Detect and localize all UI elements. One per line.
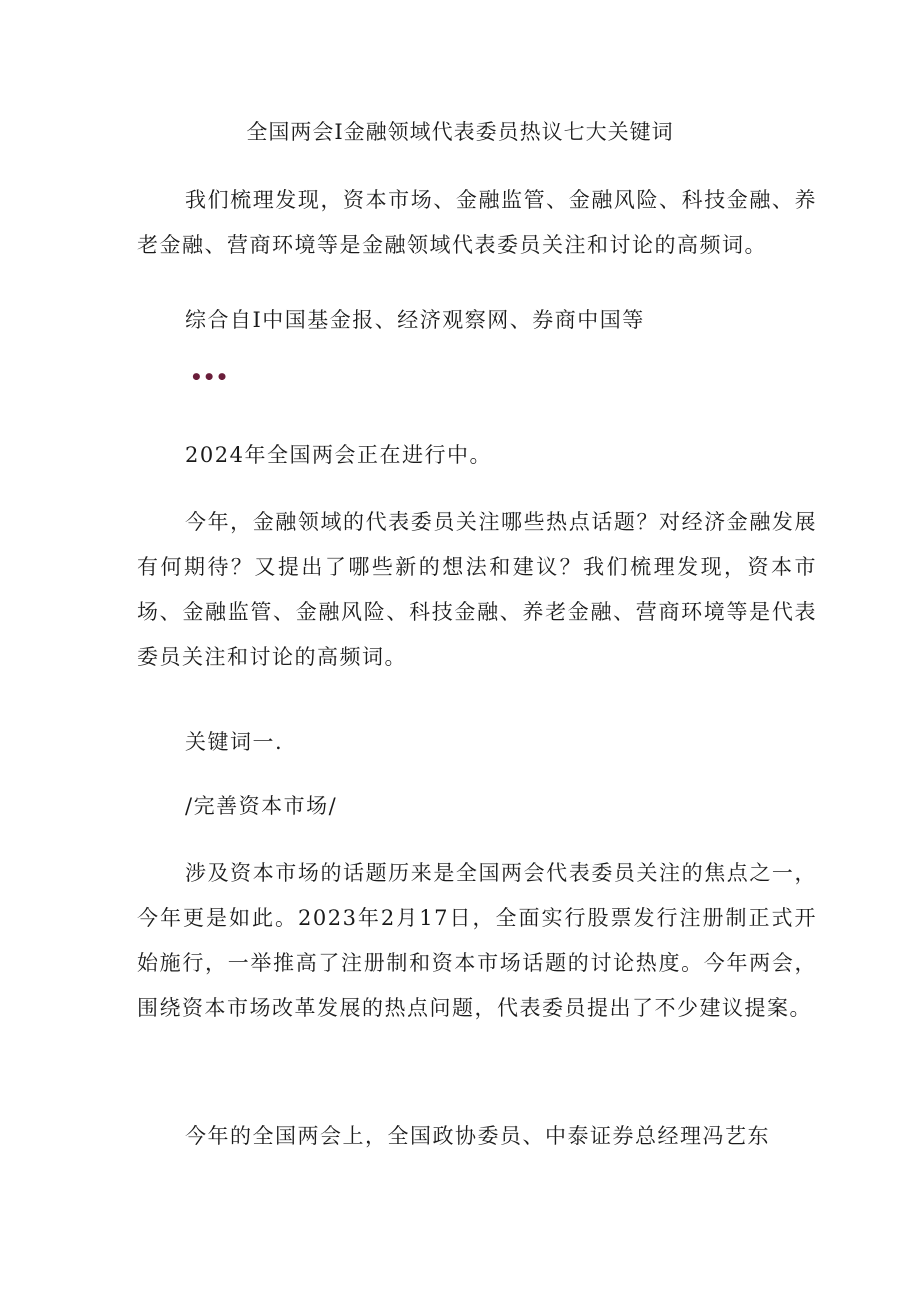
keyword-title: /完善资本市场/ (185, 794, 338, 818)
source-line: 综合自I中国基金报、经济观察网、券商中国等 (185, 308, 645, 332)
paragraph-2024: 2024年全国两会正在进行中。 (185, 443, 492, 467)
paragraph-questions: 今年，金融领域的代表委员关注哪些热点话题？对经济金融发展有何期待？又提出了哪些新的想法和建议？我们梳理发现，资本市场、金融监管、金融风险、科技金融、养老金融、营商环境等是代表委员关注和讨论的高频词。 (137, 510, 817, 669)
document-title: 全国两会I金融领域代表委员热议七大关键词 (246, 120, 674, 144)
ellipsis-separator: ••• (190, 365, 229, 389)
paragraph-last: 今年的全国两会上，全国政协委员、中泰证券总经理冯艺东 (185, 1124, 770, 1148)
keyword-label: 关键词一. (185, 730, 284, 754)
paragraph-capital-market: 涉及资本市场的话题历来是全国两会代表委员关注的焦点之一，今年更是如此。2023年2月17日，全面实行股票发行注册制正式开始施行，一举推高了注册制和资本市场话题的讨论热度。今年两会，围绕资本市场改革发展的热点问题，代表委员提出了不少建议提案。 (137, 861, 817, 1020)
intro-paragraph: 我们梳理发现，资本市场、金融监管、金融风险、科技金融、养老金融、营商环境等是金融领域代表委员关注和讨论的高频词。 (137, 188, 817, 257)
